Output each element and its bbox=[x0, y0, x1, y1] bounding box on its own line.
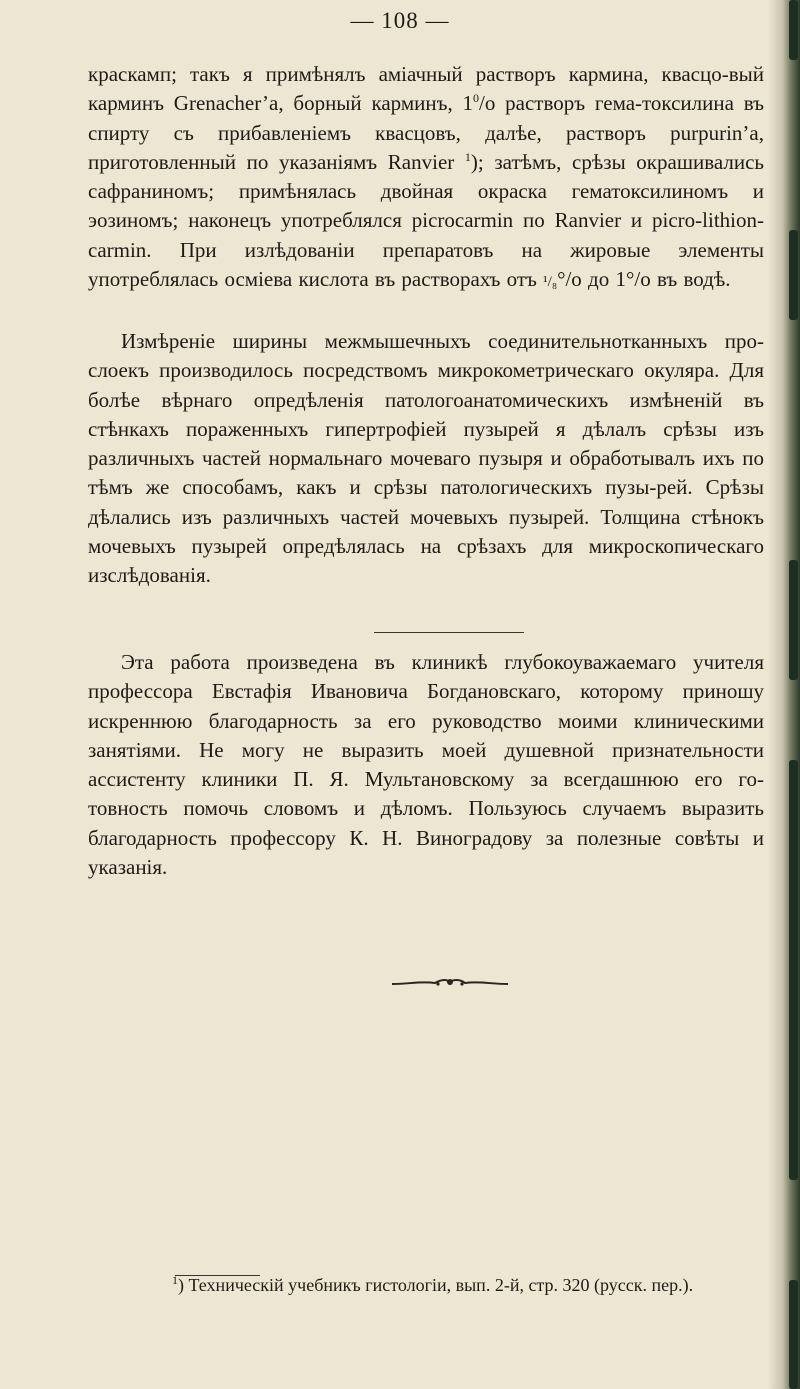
binding-edge bbox=[768, 0, 800, 1389]
section-divider bbox=[374, 632, 524, 633]
page-number: — 108 — bbox=[350, 8, 450, 33]
paragraph-measurement: Измѣреніе ширины межмышечныхъ соединительнотканныхъ про-слоекъ производилось посредствомъ микрокометрическаго окуляра. Для болѣе вѣрнаго опредѣленія патологоанатомическихъ измѣненій въ стѣнкахъ пораженныхъ гипертрофіей пузырей я дѣлалъ срѣзы изъ различныхъ частей нормальнаго мочеваго пузыря и обработывалъ ихъ по тѣмъ же способамъ, какъ и срѣзы патологическихъ пузы-рей. Срѣзы дѣлались изъ различныхъ частей мочевыхъ пузырей. Толщина стѣнокъ мочевыхъ пузырей опредѣлялась на срѣзахъ для микроскопическаго изслѣдованія. bbox=[88, 329, 764, 588]
p1-text-a: краскамп; такъ я примѣнялъ аміачный растворъ кармина, квасцо-вый карминъ Grenacher’a, борный карминъ, 1 bbox=[88, 62, 764, 116]
p1-text-b: /o растворъ гема-токсилина въ спирту съ прибавленіемъ квасцовъ, далѣе, растворъ purpurin’a, приготовленный по указаніямъ Ranvier bbox=[88, 91, 764, 174]
footnote bbox=[172, 1274, 772, 1296]
footnote-marker: 1 bbox=[172, 1273, 178, 1287]
paragraph-acknowledgements: Эта работа произведена въ клиникѣ глубокоуважаемаго учителя профессора Евстафія Ивановича Богдановскаго, которому приношу искреннюю благодарность за его руководство моими клиническими занятіями. Не могу не выразить моей душевной признательности ассистенту клиники П. Я. Мультановскому за всегдашнюю его го-товность помочь словомъ и дѣломъ. Пользуюсь случаемъ выразить благодарность профессору К. Н. Виноградову за полезные совѣты и указанія. bbox=[88, 650, 764, 880]
ornament-flourish-icon bbox=[390, 976, 510, 990]
paragraph-staining-methods bbox=[88, 60, 764, 297]
p1-text-d: °/o до 1°/o въ водѣ. bbox=[557, 267, 731, 292]
p1-superscript: 0 bbox=[473, 91, 480, 106]
fraction-one-eighth: ¹/₈ bbox=[543, 274, 558, 291]
footnote-reference: 1 bbox=[464, 149, 471, 164]
p1-text-c: ); затѣмъ, срѣзы окрашивались сафраниномъ; примѣнялась двойная окраска гематоксилиномъ и эозиномъ; наконецъ употреблялся picrocarmin по Ranvier и picro-lithion-carmin. При излѣдованіи препаратовъ на жировые элементы употреблялась осміева кислота въ растворахъ отъ bbox=[88, 149, 764, 292]
footnote-text: ) Техническій учебникъ гистологіи, вып. 2-й, стр. 320 (русск. пер.). bbox=[178, 1275, 694, 1295]
